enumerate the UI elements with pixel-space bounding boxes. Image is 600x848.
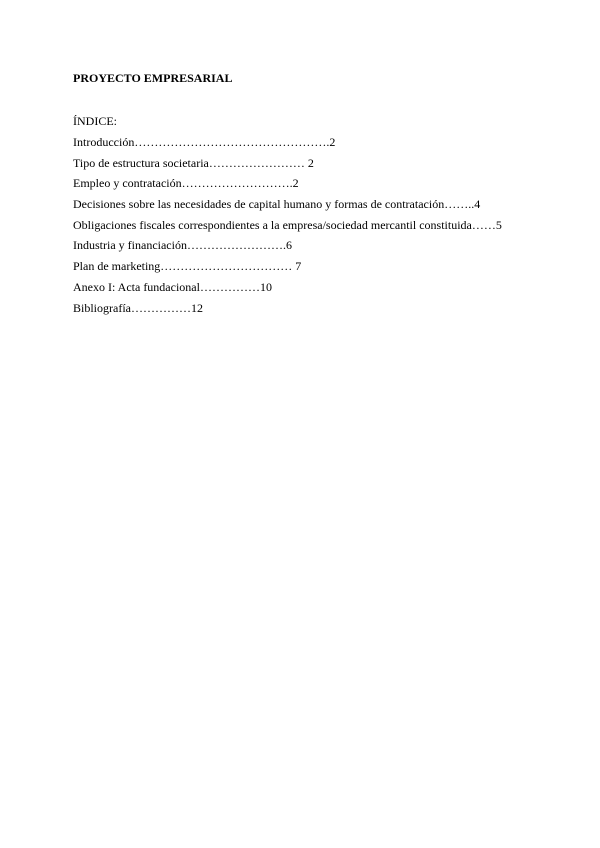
toc-entry-text: Empleo y contratación……………………….2	[73, 176, 299, 191]
index-heading: ÍNDICE:	[73, 114, 117, 128]
toc-entry-anexo[interactable]	[73, 280, 502, 301]
toc-entry-plan-marketing[interactable]	[73, 259, 502, 280]
toc-entry-industria[interactable]	[73, 238, 502, 259]
toc-entry-decisiones[interactable]	[73, 197, 502, 218]
toc-entry-text: Bibliografía……………12	[73, 300, 203, 315]
toc-entry-empleo[interactable]	[73, 176, 502, 197]
toc-entry-text: Tipo de estructura societaria…………………… 2	[73, 155, 314, 170]
toc-entry-text: Obligaciones fiscales correspondientes a la empresa/sociedad mercantil constituida……5	[73, 217, 502, 232]
toc-entry-text: Anexo I: Acta fundacional……………10	[73, 279, 272, 294]
toc-entry-tipo-estructura[interactable]	[73, 156, 502, 177]
toc-entry-text: Industria y financiación…………………….6	[73, 238, 292, 253]
toc-entry-obligaciones[interactable]	[73, 218, 502, 239]
document-title: PROYECTO EMPRESARIAL	[73, 71, 233, 85]
toc-entry-bibliografia[interactable]	[73, 301, 502, 322]
table-of-contents	[73, 135, 502, 321]
toc-entry-introduccion[interactable]	[73, 135, 502, 156]
toc-entry-text: Plan de marketing…………………………… 7	[73, 259, 302, 274]
toc-entry-text: Introducción………………………………………….2	[73, 135, 336, 149]
toc-entry-text: Decisiones sobre las necesidades de capital humano y formas de contratación……..4	[73, 197, 481, 212]
